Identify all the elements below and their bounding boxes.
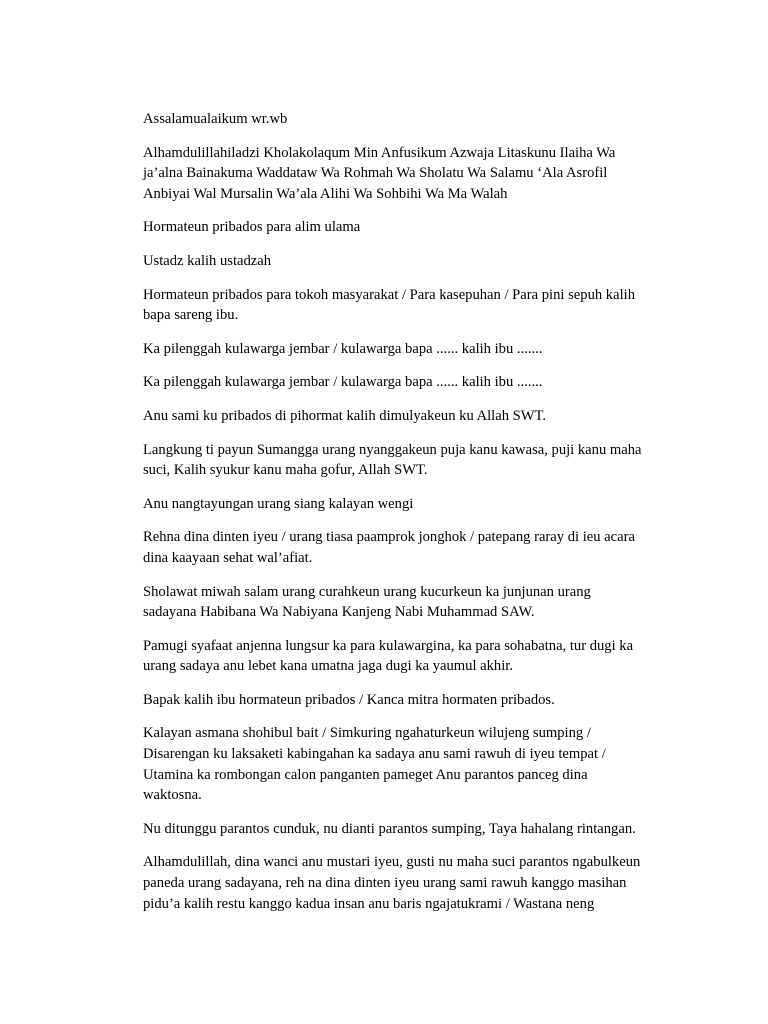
text-line: Nu ditunggu parantos cunduk, nu dianti parantos sumping, Taya hahalang rintangan. xyxy=(143,820,636,837)
text-line: Rehna dina dinten iyeu / urang tiasa paamprok jonghok / patepang raray di ieu acara xyxy=(143,529,635,546)
paragraph xyxy=(143,527,663,568)
text-line: Alhamdulillahiladzi Kholakolaqum Min Anfusikum Azwaja Litaskunu Ilaiha Wa xyxy=(143,144,616,161)
text-line: Pamugi syafaat anjenna lungsur ka para kulawargina, ka para sohabatna, tur dugi ka xyxy=(143,637,634,654)
text-line: Utamina ka rombongan calon panganten pameget Anu parantos panceg dina xyxy=(143,766,588,783)
text-line: paneda urang sadayana, reh na dina dinten iyeu urang sami rawuh kanggo masihan xyxy=(143,875,627,892)
paragraph xyxy=(143,339,663,360)
paragraph xyxy=(143,251,663,272)
text-line: dina kaayaan sehat wal’afiat. xyxy=(143,549,313,566)
text-line: Kalayan asmana shohibul bait / Simkuring ngahaturkeun wilujeng sumping / xyxy=(143,725,591,742)
text-line: waktosna. xyxy=(143,787,202,804)
paragraph xyxy=(143,143,663,205)
text-line: Disarengan ku laksaketi kabingahan ka sadaya anu sami rawuh di iyeu tempat / xyxy=(143,746,606,763)
paragraph xyxy=(143,636,663,677)
text-line: Anbiyai Wal Mursalin Wa’ala Alihi Wa Sohbihi Wa Ma Walah xyxy=(143,185,508,202)
text-line: Assalamualaikum wr.wb xyxy=(143,111,288,127)
text-line: Ka pilenggah kulawarga jembar / kulawarga bapa ...... kalih ibu ....... xyxy=(143,374,543,391)
text-line: urang sadaya anu lebet kana umatna jaga dugi ka yaumul akhir. xyxy=(143,658,513,675)
paragraph xyxy=(143,217,663,238)
paragraph xyxy=(143,285,663,326)
text-line: Anu sami ku pribados di pihormat kalih dimulyakeun ku Allah SWT. xyxy=(143,407,547,424)
paragraph xyxy=(143,494,663,515)
paragraph xyxy=(143,582,663,623)
text-line: Langkung ti payun Sumangga urang nyanggakeun puja kanu kawasa, puji kanu maha xyxy=(143,441,642,458)
text-line: sadayana Habibana Wa Nabiyana Kanjeng Nabi Muhammad SAW. xyxy=(143,604,535,621)
paragraph xyxy=(143,852,663,914)
text-line: Sholawat miwah salam urang curahkeun urang kucurkeun ka junjunan urang xyxy=(143,583,591,600)
text-line: ja’alna Bainakuma Waddataw Wa Rohmah Wa Sholatu Wa Salamu ‘Ala Asrofil xyxy=(143,165,608,182)
paragraph xyxy=(143,109,663,130)
text-line: Anu nangtayungan urang siang kalayan wengi xyxy=(143,495,414,512)
text-line: Hormateun pribados para tokoh masyarakat / Para kasepuhan / Para pini sepuh kalih xyxy=(143,286,635,303)
paragraph xyxy=(143,372,663,393)
paragraph xyxy=(143,819,663,840)
document-body xyxy=(143,109,663,927)
text-line: Hormateun pribados para alim ulama xyxy=(143,219,361,236)
paragraph xyxy=(143,690,663,711)
paragraph xyxy=(143,440,663,481)
text-line: Ustadz kalih ustadzah xyxy=(143,252,272,269)
text-line: pidu’a kalih restu kanggo kadua insan anu baris ngajatukrami / Wastana neng xyxy=(143,895,595,912)
paragraph xyxy=(143,723,663,805)
text-line: suci, Kalih syukur kanu maha gofur, Allah SWT. xyxy=(143,462,428,479)
text-line: Bapak kalih ibu hormateun pribados / Kanca mitra hormaten pribados. xyxy=(143,691,555,708)
text-line: bapa sareng ibu. xyxy=(143,307,239,324)
text-line: Ka pilenggah kulawarga jembar / kulawarga bapa ...... kalih ibu ....... xyxy=(143,340,543,357)
text-line: Alhamdulillah, dina wanci anu mustari iyeu, gusti nu maha suci parantos ngabulkeun xyxy=(143,854,641,871)
paragraph xyxy=(143,406,663,427)
